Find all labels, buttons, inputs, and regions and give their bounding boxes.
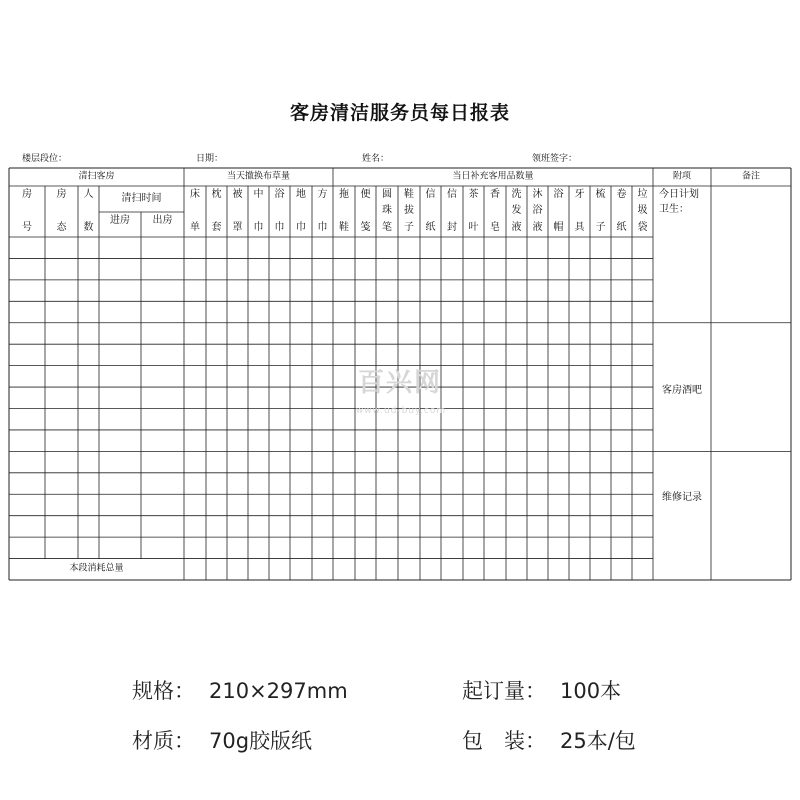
supply-header-6-2: 叶	[468, 222, 479, 233]
group-header-linen: 当天撤换布草量	[226, 171, 291, 182]
spec-moq	[462, 675, 621, 705]
group-header-supplies: 当日补充客用品数量	[452, 171, 534, 182]
supply-header-11: 牙	[574, 189, 585, 200]
supply-header-4-2: 纸	[425, 222, 436, 233]
spec-size-value: 210×297mm	[209, 679, 348, 703]
supply-header-14: 垃	[637, 189, 648, 200]
supply-header-9-2: 浴	[532, 205, 543, 216]
supply-header-10-2: 帽	[553, 222, 564, 233]
spec-pack-value: 25本/包	[560, 729, 636, 753]
linen-header-6-2: 巾	[317, 222, 328, 233]
supply-header-7-2: 皂	[490, 222, 500, 233]
linen-header-4-2: 巾	[274, 222, 285, 233]
spec-moq-value: 100本	[560, 679, 622, 703]
supply-header-2-2: 珠	[382, 205, 392, 216]
supply-header-4: 信	[425, 189, 436, 200]
floor-label: 楼层段位：	[22, 154, 68, 164]
col-header-room-no: 房	[22, 189, 32, 200]
supply-header-14-2: 圾	[637, 205, 648, 216]
col-header-people: 人	[83, 189, 94, 200]
linen-header-3-2: 巾	[253, 222, 264, 233]
linen-header-2-2: 罩	[232, 222, 243, 233]
linen-header-5-2: 巾	[296, 222, 306, 233]
signature-label: 领班签字：	[532, 154, 578, 164]
extra-minibar-label: 客房酒吧	[662, 385, 702, 397]
spec-material-value: 70g胶版纸	[209, 729, 313, 753]
spec-pack-label: 包 装：	[462, 729, 546, 753]
spec-material	[132, 725, 312, 755]
extra-repair-label: 维修记录	[662, 492, 702, 504]
supply-header-0-2: 鞋	[339, 222, 349, 233]
supply-header-2: 圆	[382, 189, 392, 200]
supply-header-13-2: 纸	[616, 222, 627, 233]
supply-header-14-3: 袋	[637, 222, 648, 233]
supply-header-8-2: 发	[511, 205, 522, 216]
supply-header-5: 信	[447, 189, 457, 200]
total-consumption-label: 本段消耗总量	[69, 563, 124, 574]
watermark-logo: 百兴网	[357, 368, 442, 398]
supply-header-13: 卷	[616, 189, 627, 200]
form-title: 客房清洁服务员每日报表	[289, 102, 510, 124]
col-header-room-no-2: 号	[22, 222, 32, 233]
supply-header-7: 香	[490, 189, 500, 200]
supply-header-2-3: 笔	[382, 222, 392, 233]
supply-header-3: 鞋	[404, 189, 414, 200]
supply-header-0: 拖	[339, 189, 349, 200]
supply-header-9-3: 液	[532, 222, 543, 233]
supply-header-12: 梳	[595, 189, 606, 200]
supply-header-5-2: 封	[447, 222, 457, 233]
spec-size	[132, 675, 348, 705]
extra-plan-label: 今日计划	[659, 189, 699, 200]
group-header-clean: 清扫客房	[78, 171, 115, 182]
linen-header-2: 被	[232, 189, 243, 200]
col-header-in: 进房	[110, 215, 130, 226]
group-header-extra: 附项	[672, 171, 692, 182]
linen-header-4: 浴	[274, 189, 285, 200]
col-header-clean-time: 清扫时间	[121, 193, 162, 204]
supply-header-3-3: 子	[404, 222, 414, 233]
name-label: 姓名：	[362, 154, 390, 164]
linen-header-1: 枕	[211, 189, 222, 200]
linen-header-0-2: 单	[190, 222, 200, 233]
supply-header-1: 便	[360, 189, 371, 200]
linen-header-0: 床	[190, 189, 200, 200]
spec-size-label: 规格：	[132, 679, 195, 703]
supply-header-8-3: 液	[511, 222, 522, 233]
extra-plan-label-2: 卫生：	[659, 204, 689, 215]
supply-header-10: 浴	[553, 189, 564, 200]
supply-header-3-2: 拔	[404, 205, 414, 216]
supply-header-6: 茶	[468, 189, 479, 200]
col-header-room-status: 房	[56, 189, 67, 200]
supply-header-1-2: 笺	[360, 222, 371, 233]
watermark-url: www.ud-buy.com	[355, 406, 447, 416]
spec-moq-label: 起订量：	[462, 679, 546, 703]
col-header-room-status-2: 态	[56, 222, 67, 233]
col-header-people-2: 数	[83, 222, 94, 233]
supply-header-8: 洗	[511, 189, 522, 200]
col-header-out: 出房	[152, 215, 173, 226]
supply-header-11-2: 具	[574, 222, 585, 233]
linen-header-5: 地	[296, 189, 306, 200]
spec-pack	[462, 725, 636, 755]
spec-material-label: 材质：	[132, 729, 195, 753]
group-header-remark: 备注	[741, 171, 761, 182]
linen-header-6: 方	[317, 189, 328, 200]
date-label: 日期：	[196, 154, 224, 164]
linen-header-3: 中	[253, 189, 264, 200]
supply-header-9: 沐	[532, 189, 543, 200]
supply-header-12-2: 子	[595, 222, 606, 233]
linen-header-1-2: 套	[211, 222, 222, 233]
